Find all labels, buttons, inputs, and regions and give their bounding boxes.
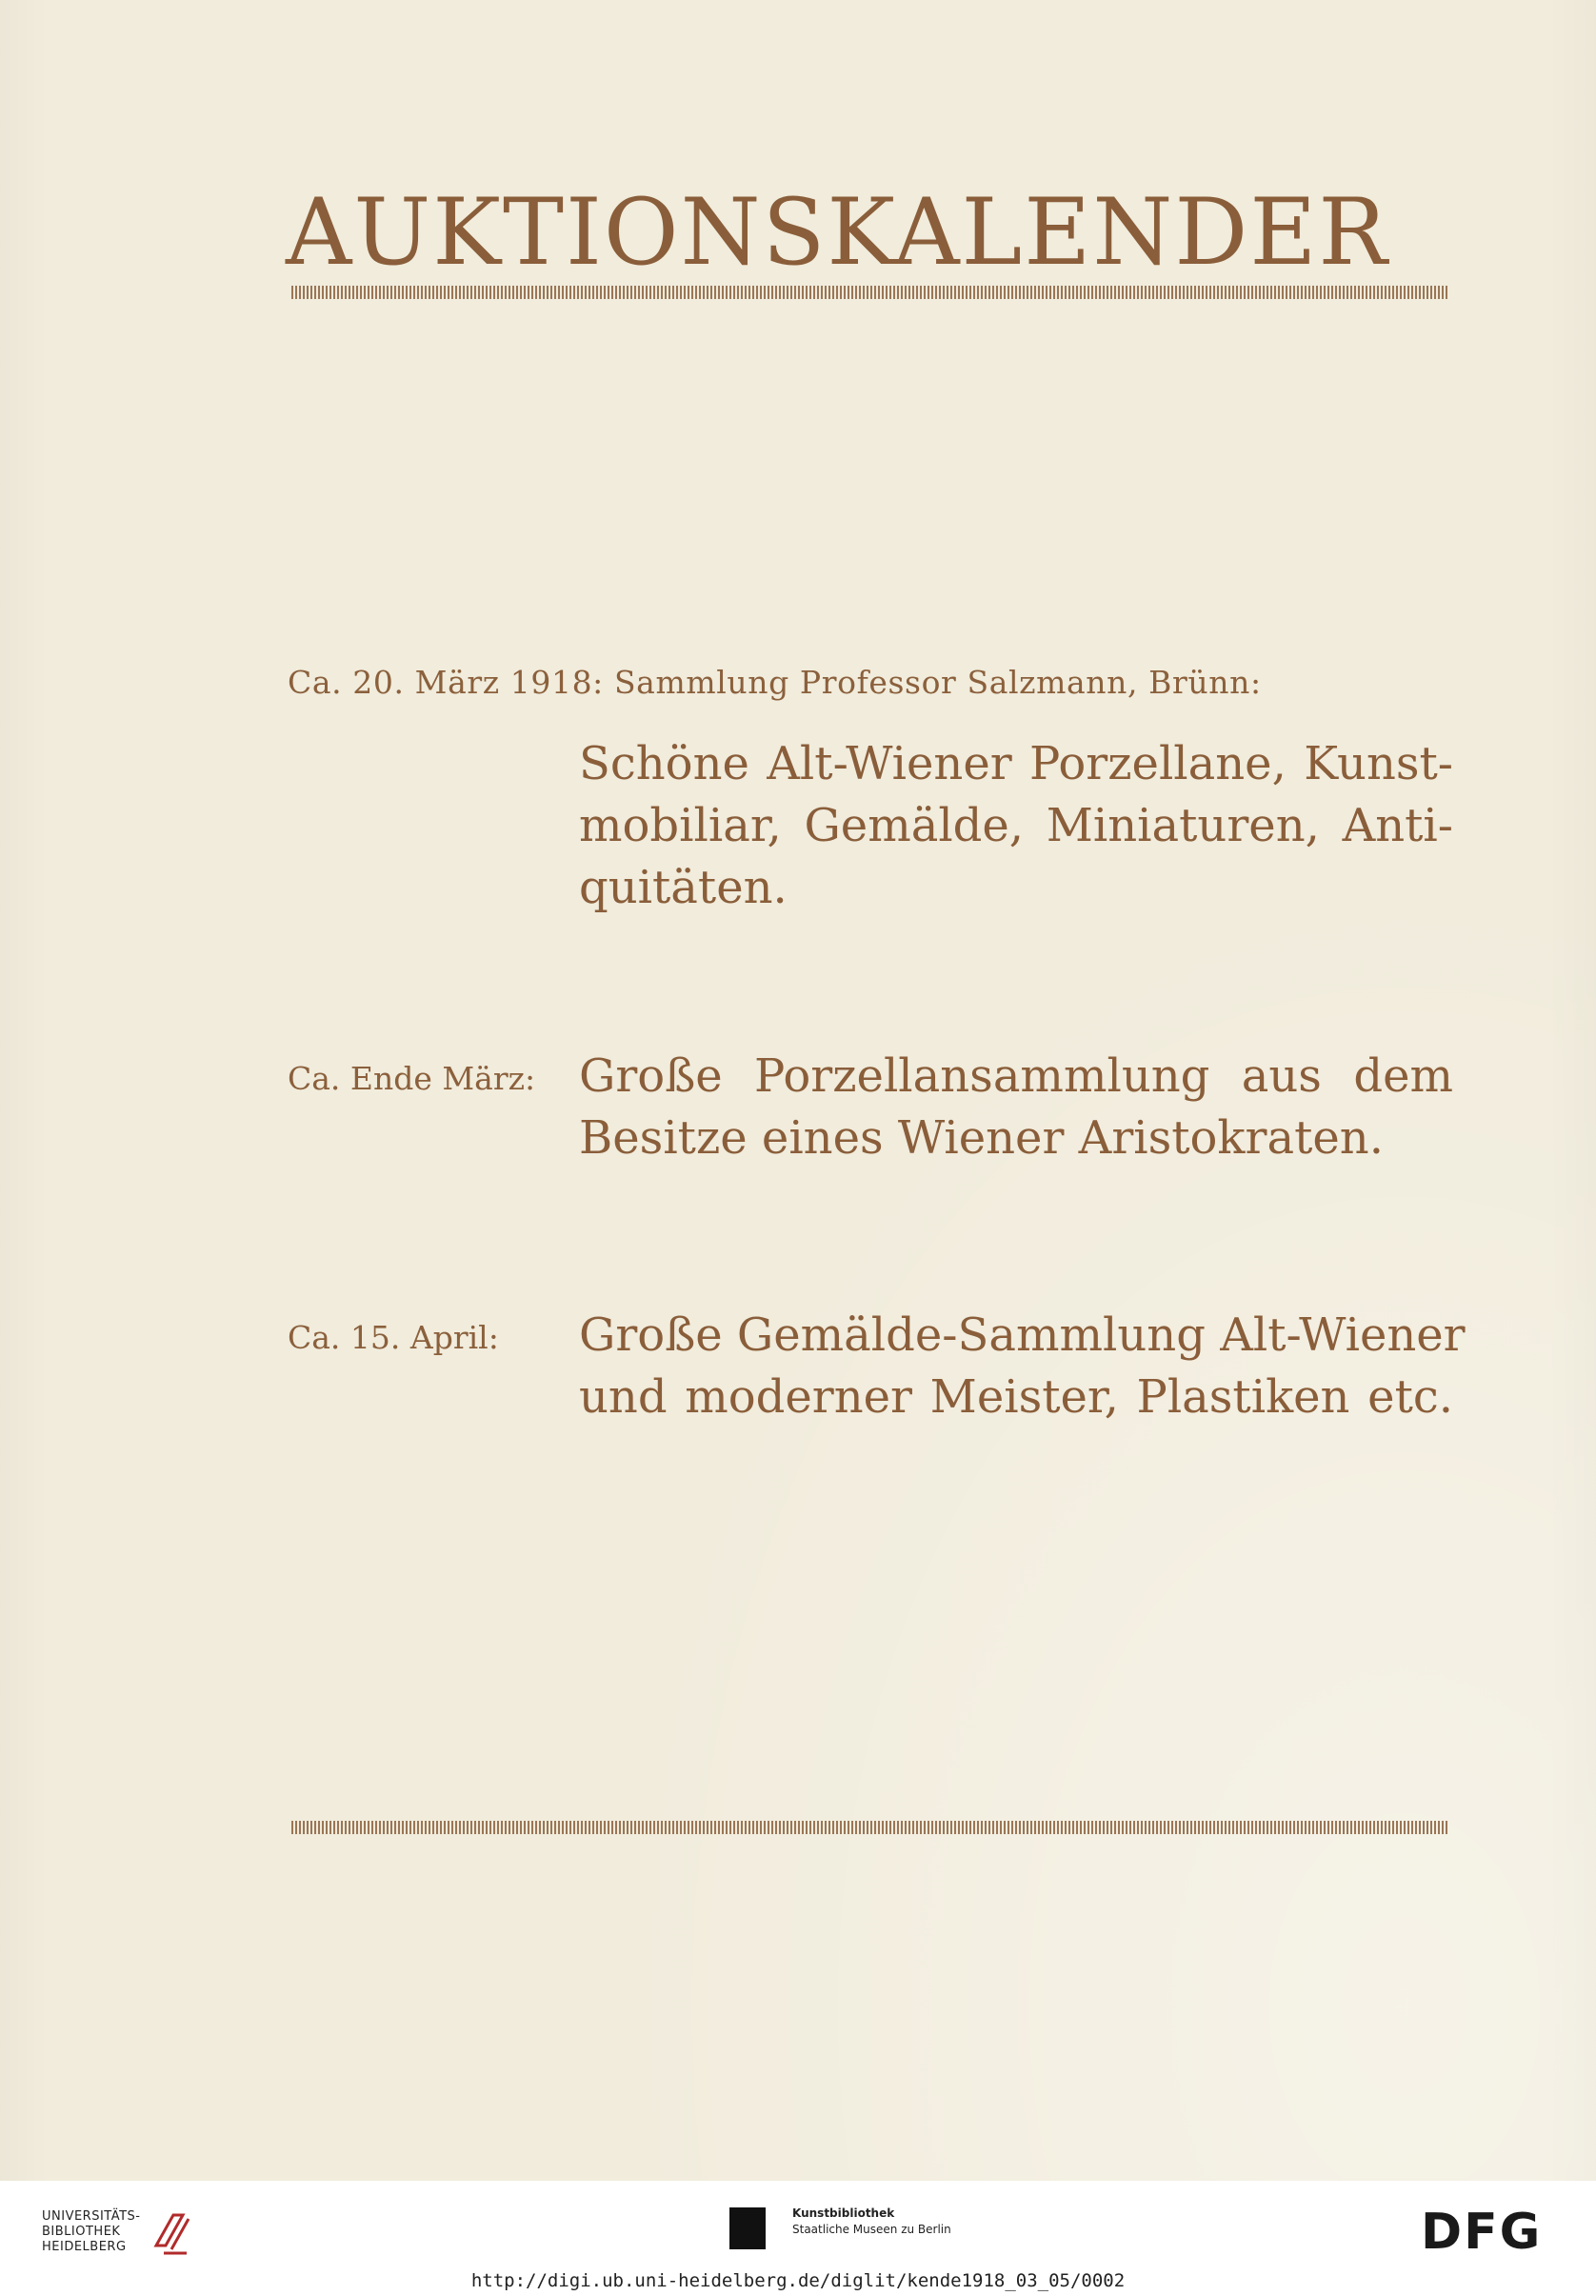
entry-2-line-1: Große Porzellansammlung aus dem — [579, 1049, 1453, 1103]
entry-2-date: Ca. Ende März: — [288, 1060, 536, 1097]
entry-1-line-3: quitäten. — [579, 861, 788, 914]
source-url[interactable]: http://digi.ub.uni-heidelberg.de/diglit/kende1918_03_05/0002 — [470, 2270, 1126, 2291]
entry-1-date: Ca. 20. März 1918: Sammlung Professor Salzmann, Brünn: — [288, 664, 1262, 701]
kunstbibliothek-name: Kunstbibliothek — [792, 2206, 895, 2220]
entry-2-description — [579, 1046, 1453, 1169]
university-library-logo-text — [42, 2209, 141, 2255]
entry-3-date: Ca. 15. April: — [288, 1319, 499, 1356]
entry-3-line-2: und moderner Meister, Plastiken etc. — [579, 1370, 1453, 1424]
university-line-3: HEIDELBERG — [42, 2240, 127, 2254]
university-line-1: UNIVERSITÄTS- — [42, 2209, 141, 2224]
bottom-ornamental-rule — [291, 1821, 1447, 1834]
entry-3-line-1: Große Gemälde-Sammlung Alt-Wiener — [579, 1308, 1466, 1362]
top-ornamental-rule — [291, 286, 1447, 299]
entry-3-description — [579, 1305, 1466, 1428]
kunstbibliothek-subtitle: Staatliche Museen zu Berlin — [792, 2223, 951, 2236]
university-library-logo-icon — [150, 2207, 192, 2257]
page-title: AUKTIONSKALENDER — [286, 179, 1389, 286]
entry-1-line-1: Schöne Alt-Wiener Porzellane, Kunst- — [579, 737, 1453, 790]
kunstbibliothek-logo-icon — [729, 2207, 766, 2249]
entry-2-line-2: Besitze eines Wiener Aristokraten. — [579, 1111, 1384, 1165]
kunstbibliothek-logo-text — [792, 2206, 951, 2238]
entry-1-line-2: mobiliar, Gemälde, Miniaturen, Anti- — [579, 799, 1453, 852]
university-line-2: BIBLIOTHEK — [42, 2225, 121, 2239]
entry-1-description — [579, 733, 1453, 919]
dfg-logo: DFG — [1421, 2204, 1543, 2261]
